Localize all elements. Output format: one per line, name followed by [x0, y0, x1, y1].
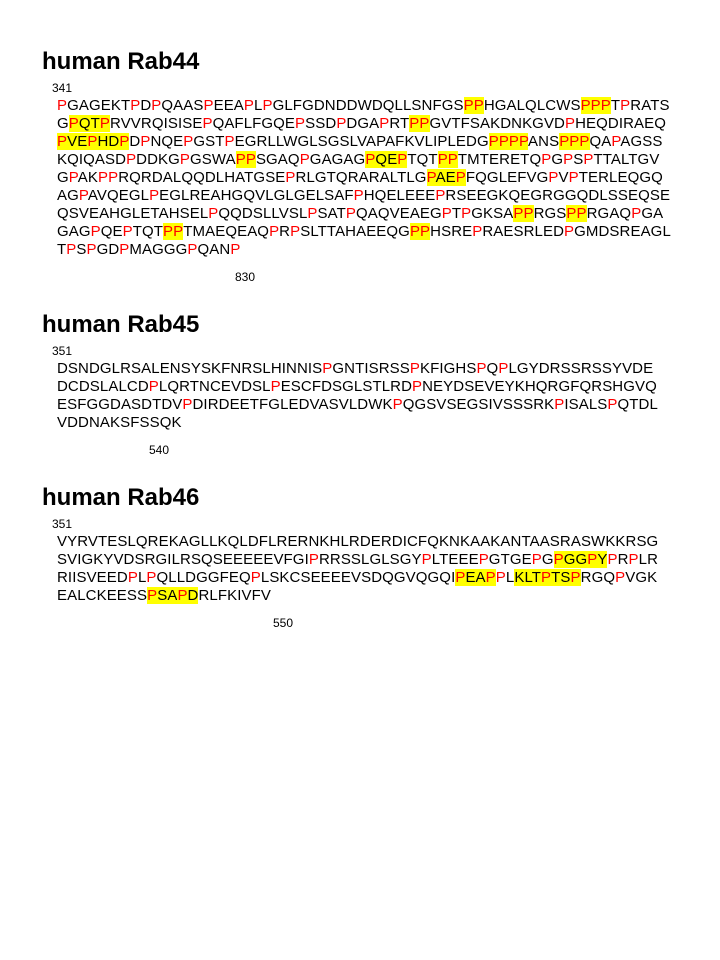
- proline-residues: P: [565, 115, 576, 132]
- residue-run: ISALS: [564, 396, 608, 413]
- residue-run: TERLEQGQ: [578, 169, 663, 186]
- proline-residues: P: [570, 569, 581, 586]
- proline-residues: P: [151, 97, 162, 114]
- residue-run: HGALQLCWS: [483, 97, 581, 114]
- residue-run: SGAQ: [255, 151, 300, 168]
- residue-run: QA: [589, 133, 612, 150]
- residue-run: QQDSLLVSL: [218, 205, 308, 222]
- proline-residues: P: [183, 133, 194, 150]
- residue-run: RGS: [533, 205, 567, 222]
- sequence-line: [57, 378, 720, 396]
- residue-run: RQRDALQQDLHATGSE: [118, 169, 286, 186]
- proline-residues: P: [412, 378, 423, 395]
- proline-residues: P: [99, 115, 111, 132]
- proline-residues: PP: [409, 115, 430, 132]
- proline-residues: P: [461, 205, 472, 222]
- residue-run: GAG: [57, 223, 91, 240]
- proline-residues: P: [68, 169, 78, 186]
- sequence-block: [57, 97, 720, 259]
- proline-residues: P: [353, 187, 364, 204]
- proline-residues: P: [587, 551, 598, 568]
- residue-run: DSNDGLRSALENSYSKFNRSLHINNIS: [57, 360, 323, 377]
- proline-residues: P: [548, 169, 559, 186]
- proline-residues: P: [127, 569, 138, 586]
- residue-run: G: [57, 115, 69, 132]
- residue-run: LR: [638, 551, 658, 568]
- residue-run: KLT: [514, 569, 542, 586]
- proline-residues: P: [322, 360, 333, 377]
- residue-run: MAGGG: [129, 241, 188, 258]
- protein-title: human Rab44: [42, 48, 200, 75]
- residue-run: T: [451, 205, 462, 222]
- sequence-start-position: 341: [52, 81, 73, 95]
- sequence-line: [57, 169, 720, 187]
- proline-residues: PPPP: [488, 133, 529, 150]
- residue-run: AE: [435, 169, 456, 186]
- residue-run: QT: [78, 115, 100, 132]
- proline-residues: P: [426, 169, 436, 186]
- residue-run: GD: [96, 241, 120, 258]
- residue-run: GST: [193, 133, 225, 150]
- proline-residues: P: [146, 569, 157, 586]
- residue-run: QLLDGGFEQ: [156, 569, 251, 586]
- proline-residues: P: [224, 133, 235, 150]
- protein-title: human Rab46: [42, 484, 200, 511]
- residue-run: RLGTQRARALTLG: [295, 169, 427, 186]
- sequence-start-position: 351: [52, 517, 73, 531]
- protein-title: human Rab45: [42, 311, 200, 338]
- proline-residues: PP: [98, 169, 119, 186]
- proline-residues: PPP: [559, 133, 590, 150]
- proline-residues: PP: [463, 97, 484, 114]
- proline-residues: P: [563, 151, 574, 168]
- residue-run: SA: [157, 587, 178, 604]
- residue-run: L: [137, 569, 147, 586]
- sequence-line: [57, 97, 720, 115]
- residue-run: GSWA: [190, 151, 236, 168]
- sequence-line: [57, 241, 720, 259]
- proline-residues: P: [472, 223, 483, 240]
- residue-run: SSD: [305, 115, 337, 132]
- residue-run: EA: [465, 569, 486, 586]
- residue-run: TMTERETQ: [457, 151, 542, 168]
- proline-residues: P: [202, 115, 213, 132]
- sequence-line: [57, 551, 720, 569]
- proline-residues: P: [476, 360, 487, 377]
- residue-run: GLFGDNDDWDQLLSNFGS: [272, 97, 464, 114]
- residue-run: QE: [375, 151, 398, 168]
- proline-residues: P: [620, 97, 631, 114]
- sequence-block: [57, 533, 720, 605]
- proline-residues: P: [130, 97, 141, 114]
- residue-run: EGRLLWGLSGSLVAPAFKVLIPLEDG: [234, 133, 489, 150]
- residue-run: GAGEKT: [67, 97, 131, 114]
- residue-run: LSKCSEEEEVSDQGVQGQI: [260, 569, 456, 586]
- residue-run: TS: [551, 569, 571, 586]
- residue-run: RAESRLED: [482, 223, 565, 240]
- residue-run: S: [76, 241, 87, 258]
- sequence-line: [57, 187, 720, 205]
- proline-residues: P: [435, 187, 446, 204]
- proline-residues: P: [541, 569, 552, 586]
- residue-run: DCDSLALCD: [57, 378, 149, 395]
- proline-residues: P: [583, 151, 594, 168]
- sequence-block: [57, 360, 720, 432]
- proline-residues: P: [126, 151, 137, 168]
- proline-residues: P: [140, 133, 151, 150]
- residue-run: AG: [57, 187, 79, 204]
- sequence-line: [57, 133, 720, 151]
- sequence-line: [57, 396, 720, 414]
- residue-run: GKSA: [471, 205, 514, 222]
- proline-residues: P: [397, 151, 408, 168]
- sequence-end-position: 550: [273, 616, 294, 630]
- residue-run: NEYDSEVEYKHQRGFQRSHGVQ: [422, 378, 657, 395]
- protein-section-rab44: [42, 48, 720, 284]
- residue-run: VE: [67, 133, 88, 150]
- residue-run: QE: [100, 223, 123, 240]
- residue-run: GG: [563, 551, 588, 568]
- proline-residues: P: [611, 133, 621, 150]
- proline-residues: P: [87, 133, 98, 150]
- proline-residues: PP: [409, 223, 431, 240]
- residue-run: GNTISRSS: [332, 360, 410, 377]
- residue-run: EALCKEESS: [57, 587, 148, 604]
- residue-run: ANS: [528, 133, 560, 150]
- residue-run: ESFGGDASDTDV: [57, 396, 183, 413]
- residue-run: QAQVEAEG: [355, 205, 442, 222]
- residue-run: FQGLEFVG: [465, 169, 549, 186]
- proline-residues: P: [119, 133, 130, 150]
- residue-run: Y: [597, 551, 608, 568]
- residue-run: TQT: [407, 151, 438, 168]
- proline-residues: P: [269, 223, 280, 240]
- residue-run: HEQDIRAEQ: [575, 115, 667, 132]
- proline-residues: P: [628, 551, 639, 568]
- residue-run: QAFLFGQE: [212, 115, 296, 132]
- proline-residues: P: [498, 360, 509, 377]
- proline-residues: PP: [235, 151, 256, 168]
- sequence-start-position: 351: [52, 344, 73, 358]
- proline-residues: P: [568, 169, 579, 186]
- residue-run: ESCFDSGLSTLRD: [280, 378, 413, 395]
- proline-residues: P: [495, 569, 506, 586]
- proline-residues: P: [455, 169, 466, 186]
- residue-run: GA: [641, 205, 664, 222]
- residue-run: KQIQASD: [57, 151, 127, 168]
- proline-residues: P: [307, 205, 318, 222]
- proline-residues: P: [57, 133, 68, 150]
- residue-run: G: [57, 169, 69, 186]
- residue-run: AVQEGL: [87, 187, 150, 204]
- proline-residues: P: [553, 551, 564, 568]
- proline-residues: P: [421, 551, 432, 568]
- proline-residues: P: [554, 396, 565, 413]
- proline-residues: P: [230, 241, 241, 258]
- residue-run: T: [610, 97, 621, 114]
- proline-residues: P: [78, 187, 88, 204]
- proline-residues: P: [122, 223, 133, 240]
- residue-run: TQT: [132, 223, 164, 240]
- proline-residues: P: [336, 115, 347, 132]
- residue-run: D: [140, 97, 152, 114]
- residue-run: RGQ: [580, 569, 616, 586]
- proline-residues: PPP: [580, 97, 611, 114]
- proline-residues: P: [607, 551, 618, 568]
- residue-run: G: [541, 551, 554, 568]
- proline-residues: P: [631, 205, 642, 222]
- proline-residues: P: [485, 569, 496, 586]
- sequence-line: [57, 151, 720, 169]
- proline-residues: P: [57, 97, 68, 114]
- proline-residues: PP: [566, 205, 587, 222]
- proline-residues: P: [68, 115, 79, 132]
- residue-run: KFIGHS: [419, 360, 477, 377]
- residue-run: QAAS: [161, 97, 204, 114]
- residue-run: R: [617, 551, 629, 568]
- proline-residues: P: [148, 378, 159, 395]
- residue-run: GMDSREAGL: [574, 223, 671, 240]
- residue-run: QAN: [197, 241, 231, 258]
- proline-residues: PP: [437, 151, 458, 168]
- proline-residues: P: [208, 205, 219, 222]
- residue-run: D: [187, 587, 199, 604]
- residue-run: TMAEQEAQ: [183, 223, 270, 240]
- residue-run: RVVRQISISE: [110, 115, 203, 132]
- proline-residues: P: [90, 223, 101, 240]
- proline-residues: P: [365, 151, 376, 168]
- residue-run: Q: [486, 360, 499, 377]
- proline-residues: P: [295, 115, 306, 132]
- proline-residues: P: [455, 569, 466, 586]
- proline-residues: P: [531, 551, 542, 568]
- proline-residues: P: [262, 97, 273, 114]
- proline-residues: P: [290, 223, 301, 240]
- residue-run: HQELEEE: [363, 187, 436, 204]
- residue-run: SAT: [317, 205, 346, 222]
- protein-section-rab46: [42, 484, 720, 630]
- proline-residues: P: [607, 396, 618, 413]
- proline-residues: P: [285, 169, 296, 186]
- proline-residues: P: [243, 97, 255, 114]
- residue-run: SLTTAHAEEQG: [300, 223, 410, 240]
- sequence-line: [57, 414, 720, 432]
- residue-run: RT: [389, 115, 410, 132]
- proline-residues: P: [270, 378, 281, 395]
- residue-run: T: [57, 241, 67, 258]
- residue-run: RRSSLGLSGY: [318, 551, 422, 568]
- residue-run: GVTFSAKDNKGVD: [429, 115, 565, 132]
- proline-residues: P: [177, 587, 188, 604]
- proline-residues: P: [250, 569, 261, 586]
- proline-residues: P: [86, 241, 97, 258]
- residue-run: RIISVEED: [57, 569, 128, 586]
- residue-run: RATS: [630, 97, 670, 114]
- proline-residues: P: [147, 587, 158, 604]
- proline-residues: P: [119, 241, 130, 258]
- residue-run: LTEEE: [431, 551, 479, 568]
- proline-residues: P: [308, 551, 319, 568]
- proline-residues: P: [149, 187, 160, 204]
- residue-run: DGA: [346, 115, 380, 132]
- proline-residues: P: [441, 205, 452, 222]
- proline-residues: P: [379, 115, 390, 132]
- protein-section-rab45: [42, 311, 720, 457]
- residue-run: R: [279, 223, 291, 240]
- residue-run: TTALTGV: [593, 151, 660, 168]
- proline-residues: P: [564, 223, 575, 240]
- residue-run: AGSS: [620, 133, 663, 150]
- sequence-line: [57, 223, 720, 241]
- residue-run: VGK: [625, 569, 658, 586]
- residue-run: HSRE: [430, 223, 473, 240]
- residue-run: G: [551, 151, 564, 168]
- proline-residues: PP: [513, 205, 534, 222]
- residue-run: VDDNAKSFSSQK: [57, 414, 182, 431]
- residue-run: RGAQ: [586, 205, 632, 222]
- residue-run: V: [558, 169, 569, 186]
- sequence-line: [57, 360, 720, 378]
- residue-run: VYRVTESLQREKAGLLKQLDFLRERNKHLRDERDICFQKNKAAKANTAASRASWKKRSG: [57, 533, 659, 550]
- sequence-line: [57, 533, 720, 551]
- proline-residues: P: [409, 360, 420, 377]
- residue-run: L: [254, 97, 263, 114]
- sequence-end-position: 830: [235, 270, 256, 284]
- residue-run: RLFKIVFV: [198, 587, 271, 604]
- residue-run: LGYDRSSRSSYVDE: [508, 360, 654, 377]
- residue-run: SVIGKYVDSRGILRSQSEEEEEVFGI: [57, 551, 309, 568]
- proline-residues: P: [478, 551, 489, 568]
- sequence-line: [57, 569, 720, 587]
- proline-residues: P: [392, 396, 403, 413]
- proline-residues: P: [615, 569, 626, 586]
- residue-run: HD: [97, 133, 120, 150]
- residue-run: DIRDEETFGLEDVASVLDWK: [192, 396, 393, 413]
- sequence-line: [57, 115, 720, 133]
- residue-run: GTGE: [488, 551, 532, 568]
- proline-residues: P: [187, 241, 198, 258]
- proline-residues: P: [345, 205, 356, 222]
- residue-run: AK: [77, 169, 98, 186]
- residue-run: QGSVSEGSIVSSSRK: [402, 396, 555, 413]
- sequence-end-position: 540: [149, 443, 170, 457]
- proline-residues: PP: [163, 223, 184, 240]
- residue-run: D: [129, 133, 141, 150]
- residue-run: DDKG: [136, 151, 180, 168]
- residue-run: LQRTNCEVDSL: [158, 378, 271, 395]
- residue-run: S: [573, 151, 584, 168]
- proline-residues: P: [299, 151, 310, 168]
- sequence-line: [57, 205, 720, 223]
- residue-run: QTDL: [617, 396, 658, 413]
- proline-residues: P: [179, 151, 191, 168]
- residue-run: GAGAG: [309, 151, 366, 168]
- proline-residues: P: [66, 241, 77, 258]
- proline-residues: P: [541, 151, 552, 168]
- sequence-line: [57, 587, 720, 605]
- residue-run: L: [505, 569, 515, 586]
- residue-run: NQE: [150, 133, 184, 150]
- residue-run: EEA: [213, 97, 244, 114]
- residue-run: QSVEAHGLETAHSEL: [57, 205, 209, 222]
- proline-residues: P: [182, 396, 193, 413]
- proline-residues: P: [203, 97, 214, 114]
- residue-run: RSEEGKQEGRGGQDLSSEQSE: [445, 187, 671, 204]
- residue-run: EGLREAHGQVLGLGELSAF: [159, 187, 354, 204]
